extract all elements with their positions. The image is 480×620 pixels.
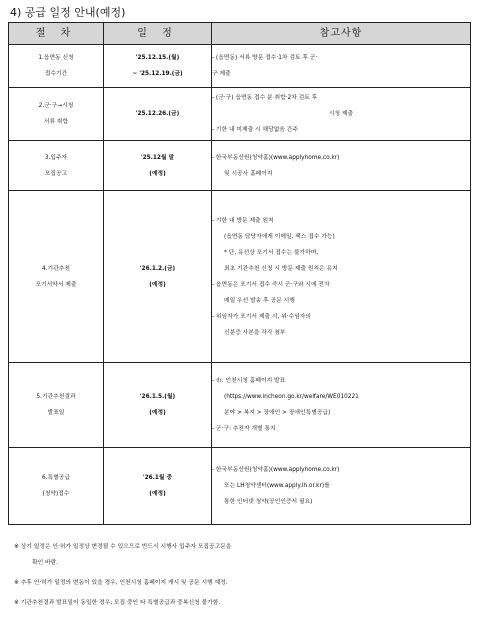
step-text: 접수기간 bbox=[44, 71, 68, 77]
step-cell bbox=[9, 448, 104, 525]
step-cell bbox=[9, 88, 104, 141]
step-text: (청약)접수 bbox=[42, 491, 70, 497]
note-text: 분야 > 복지 > 장애인 > 장애인특별공급) bbox=[224, 410, 331, 416]
note-text: 구 제출 bbox=[212, 71, 231, 77]
step-text: 3.입주자 bbox=[44, 154, 68, 161]
footnote-text: ※ 상기 일정은 인·허가 일정상 변경될 수 있으므로 반드시 시행사 입주자 모집공고문을 bbox=[14, 544, 232, 550]
note-text: - 한국부동산원(청약홈)(www.applyhome.co.kr) bbox=[212, 154, 340, 161]
date-cell bbox=[104, 88, 212, 141]
note-text: 시청 제출 bbox=[328, 111, 354, 117]
date-text: '26.1.2.(금) bbox=[139, 265, 176, 272]
note-text: - (읍면동) 서류 방문 접수·1차 검토 후 군· bbox=[212, 55, 318, 61]
note-text: - 위임자가 포기서 제출 시, 위·수임자의 bbox=[212, 313, 311, 320]
date-text: '25.12.15.(월) bbox=[135, 55, 180, 61]
step-text: 모집공고 bbox=[44, 170, 68, 177]
note-text: 신분증 사본을 각각 첨부 bbox=[224, 329, 286, 336]
notes-cell bbox=[212, 363, 471, 448]
note-text: 통한 인터넷 청약(공인인증서 필요) bbox=[224, 499, 313, 505]
step-text: 발표일 bbox=[47, 410, 65, 416]
section-heading: 4) 공급 일정 안내(예정) bbox=[10, 6, 126, 19]
date-cell bbox=[104, 448, 212, 525]
step-text: 5.기관추천결과 bbox=[36, 394, 76, 400]
footnote-text: ※ 추후 인·허가 일정의 변동이 있을 경우, 인천시청 홈페이지 게시 및 공문 시행 예정. bbox=[14, 580, 228, 586]
step-text: 4.기관추천 bbox=[42, 265, 70, 272]
step-text: 2.군·구→시청 bbox=[38, 103, 74, 109]
note-text: - 기한 내 방문 제출 원칙 bbox=[212, 217, 274, 224]
note-text: 메일 우선 발송 후 공문 시행 bbox=[224, 297, 295, 304]
date-cell bbox=[104, 141, 212, 191]
step-text: 서류 취합 bbox=[43, 119, 69, 125]
header-step: 절 차 bbox=[9, 23, 104, 45]
header-notes: 참고사항 bbox=[212, 23, 471, 45]
date-text: (예정) bbox=[149, 281, 166, 288]
footnote-text: ※ 기관추천결과 발표일이 동일한 경우, 모집 중인 타 특별공급과 중복신청 불가함. bbox=[14, 600, 221, 606]
note-text: * 단, 유선상 포기서 접수는 불가하며, bbox=[224, 249, 319, 256]
notes-cell bbox=[212, 191, 471, 363]
notes-cell bbox=[212, 45, 471, 88]
table-row bbox=[9, 141, 471, 191]
date-cell bbox=[104, 191, 212, 363]
table-header-row bbox=[9, 23, 471, 45]
step-cell bbox=[9, 363, 104, 448]
notes-cell bbox=[212, 448, 471, 525]
note-text: 및 시공사 홈페이지 bbox=[224, 170, 273, 177]
note-text: - 市: 인천시청 홈페이지 발표 bbox=[212, 378, 286, 384]
table-row bbox=[9, 88, 471, 141]
date-text: (예정) bbox=[149, 491, 166, 497]
note-text: 최초 기관추천 신청 시 방문 제출 원칙은 유지 bbox=[224, 265, 338, 272]
note-text: - (군·구) 읍면동 접수 분 취합·2차 검토 후 bbox=[212, 95, 318, 101]
note-text: - 기한 내 미제출 시 해당없음 간주 bbox=[212, 127, 298, 133]
step-cell bbox=[9, 191, 104, 363]
date-cell bbox=[104, 363, 212, 448]
date-text: (예정) bbox=[149, 170, 166, 177]
step-text: 6.특별공급 bbox=[42, 475, 70, 481]
date-text: '25.12.26.(금) bbox=[135, 111, 180, 117]
note-text: (읍면동 담당자에게 이메일, 팩스 접수 가능) bbox=[224, 233, 335, 240]
date-text: (예정) bbox=[149, 410, 166, 416]
note-text: - 한국부동산원(청약홈)(www.applyhome.co.kr) bbox=[212, 467, 340, 473]
footnote bbox=[14, 539, 474, 571]
footnote bbox=[14, 595, 474, 611]
table-row bbox=[9, 45, 471, 88]
footnotes bbox=[14, 539, 474, 615]
step-text: 1.읍면동 신청 bbox=[38, 55, 74, 61]
footnote-text: 확인 바람. bbox=[32, 560, 59, 566]
step-cell bbox=[9, 45, 104, 88]
step-text: 포기서약서 제출 bbox=[35, 281, 77, 288]
table-row bbox=[9, 191, 471, 363]
note-text: (https://www.incheon.go.kr/welfare/WE010221 bbox=[224, 394, 359, 400]
table-row bbox=[9, 363, 471, 448]
date-text: '26.1.5.(월) bbox=[139, 394, 176, 400]
note-text: - 군·구: 추천자 개별 통지 bbox=[212, 426, 276, 432]
supply-schedule-table bbox=[8, 22, 471, 525]
header-schedule: 일 정 bbox=[104, 23, 212, 45]
notes-cell bbox=[212, 141, 471, 191]
footnote bbox=[14, 575, 474, 591]
date-cell bbox=[104, 45, 212, 88]
step-cell bbox=[9, 141, 104, 191]
table-row bbox=[9, 448, 471, 525]
note-text: 또는 LH청약센터(www.apply.lh.or.kr)를 bbox=[224, 483, 330, 489]
note-text: - 읍면동은 포기서 접수 즉시 군·구와 시에 전자 bbox=[212, 281, 330, 288]
notes-cell bbox=[212, 88, 471, 141]
date-text: ~ '25.12.19.(금) bbox=[132, 71, 183, 77]
date-text: '25.12월 말 bbox=[140, 154, 175, 161]
date-text: '26.1월 중 bbox=[142, 475, 173, 481]
